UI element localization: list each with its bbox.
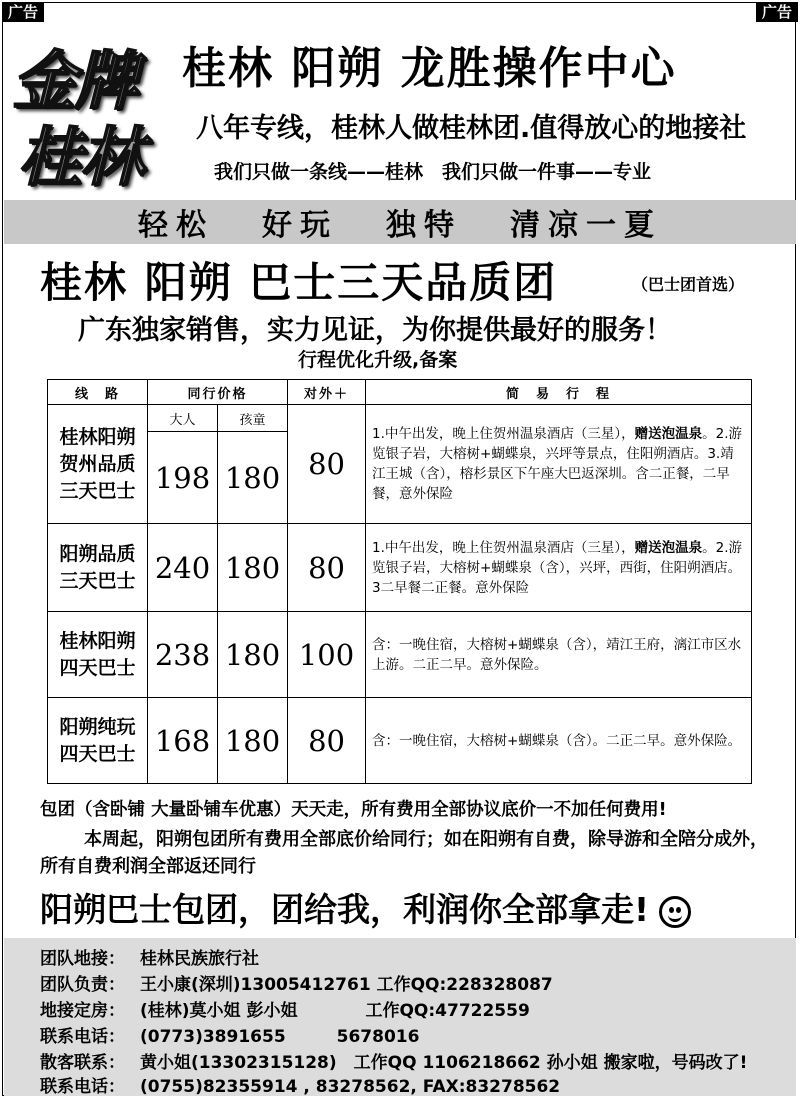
route-line: 桂林阳朔 [59,425,136,448]
child-price: 180 [218,612,288,698]
contact-value: 王小康(深圳)13005412761 工作QQ:228328087 [140,975,553,995]
contact-value: (桂林)莫小姐 彭小姐 工作QQ:47722559 [140,1001,530,1021]
itinerary-desc [366,698,752,784]
header-external: 对外＋ [288,380,366,405]
route-line: 阳朔纯玩 [59,715,136,738]
desc-text: 含：一晚住宿，大榕树+蝴蝶泉（含）。二正二早。意外保险。 [372,732,742,749]
big-slogan-text: 阳朔巴士包团，团给我，利润你全部拿走! [40,890,650,929]
big-slogan [40,884,691,931]
contact-value: 桂林民族旅行社 [140,949,259,969]
contact-value: (0755)82355914 , 83278562, FAX:83278562 [140,1077,561,1097]
desc-highlight: 赠送泡温泉 [634,539,703,556]
peer-policy-text: 本周起，阳朔包团所有费用全部底价给同行；如在阳朔有自费，除导游和全陪分成外，所有自费利润全部返还同行 [40,829,768,877]
route-cell [48,612,148,698]
header-route: 线 路 [48,380,148,405]
contact-value: (0773)3891655 5678016 [140,1027,420,1047]
header-slogan: 八年专线，桂林人做桂林团.值得放心的地接社 [196,113,747,144]
child-price: 180 [218,698,288,784]
contact-row [40,1022,419,1047]
peer-policy [40,826,770,880]
route-line: 三天巴士 [59,569,136,592]
desc-highlight: 赠送泡温泉 [634,426,703,442]
route-line: 四天巴士 [59,742,136,765]
desc-text: 1.中午出发，晚上住贺州温泉酒店（三星）， [372,539,635,556]
contact-row [40,1072,560,1097]
adult-price: 198 [148,432,218,524]
adult-price: 168 [148,698,218,784]
keyword-band [4,200,796,244]
itinerary-table [47,379,752,784]
keyword-3: 独特 [386,208,462,243]
route-line: 阳朔品质 [59,542,136,565]
smiley-icon [659,896,691,928]
tour-note: （巴士团首选） [632,275,745,294]
group-tour-notice: 包团（含卧铺 大量卧铺车优惠）天天走，所有费用全部协议底价一不加任何费用! [40,800,667,820]
contact-value: 黄小姐(13302315128) 工作QQ 1106218662 孙小姐 搬家啦，号码改了! [140,1053,748,1073]
subheader-adult: 大人 [148,405,218,432]
route-cell [48,698,148,784]
route-line: 四天巴士 [59,656,136,679]
ad-tag-right: 广告 [756,2,798,22]
external-price: 80 [288,698,366,784]
brand-logo [12,30,182,195]
keyword-4: 清凉一夏 [510,208,662,243]
contact-key: 联系电话： [40,1027,125,1047]
ad-tag-left: 广告 [2,2,44,22]
header-subslogan: 我们只做一条线——桂林 我们只做一件事——专业 [214,161,652,183]
keyword-1: 轻松 [138,208,214,243]
itinerary-desc [366,524,752,612]
child-price: 180 [218,524,288,612]
route-cell [48,405,148,524]
desc-text: 。2.游览银子岩，大榕树+蝴蝶泉（含），兴坪，西街，住阳朔酒店。3二早餐二正餐。意外保险 [372,539,743,596]
external-price: 80 [288,405,366,524]
subheader-child: 孩童 [218,405,288,432]
itinerary-desc [366,405,752,524]
header-peer-price: 同行价格 [148,380,288,405]
desc-text: 含：一晚住宿，大榕树+蝴蝶泉（含），靖江王府，漓江市区水上游。二正二早。意外保险。 [372,636,742,673]
external-price: 100 [288,612,366,698]
keyword-2: 好玩 [262,208,338,243]
contact-key: 散客联系： [40,1053,125,1073]
desc-text: 1.中午出发，晚上住贺州温泉酒店（三星）， [372,426,635,442]
contact-row [40,944,259,969]
contact-key: 团队地接： [40,949,125,969]
desc-text: 。2.游览银子岩，大榕树+蝴蝶泉，兴坪等景点，住阳朔酒店。3.靖江王城（含），榕杉景区下午座大巴返深圳。含二正餐，二早餐，意外保险 [372,426,743,502]
contact-row [40,996,530,1021]
adult-price: 240 [148,524,218,612]
tour-tagline: 广东独家销售，实力见证，为你提供最好的服务！ [78,315,672,346]
route-line: 三天巴士 [59,479,136,502]
contact-key: 团队负责： [40,975,125,995]
logo-line1: 金牌 [12,45,136,119]
contact-key: 地接定房： [40,1001,125,1021]
route-line: 桂林阳朔 [59,629,136,652]
contact-panel [4,938,796,1096]
contact-key: 联系电话： [40,1077,125,1097]
page-title: 桂林 阳朔 龙胜操作中心 [182,43,677,94]
tour-subtag: 行程优化升级,备案 [298,349,458,371]
itinerary-desc [366,612,752,698]
route-line: 贺州品质 [59,452,136,475]
adult-price: 238 [148,612,218,698]
contact-row [40,1048,747,1073]
child-price: 180 [218,432,288,524]
route-cell [48,524,148,612]
logo-line2: 桂林 [18,121,142,195]
contact-row [40,970,553,995]
external-price: 80 [288,524,366,612]
tour-title: 桂林 阳朔 巴士三天品质团 [40,258,558,307]
header-itinerary: 简 易 行 程 [366,380,752,405]
